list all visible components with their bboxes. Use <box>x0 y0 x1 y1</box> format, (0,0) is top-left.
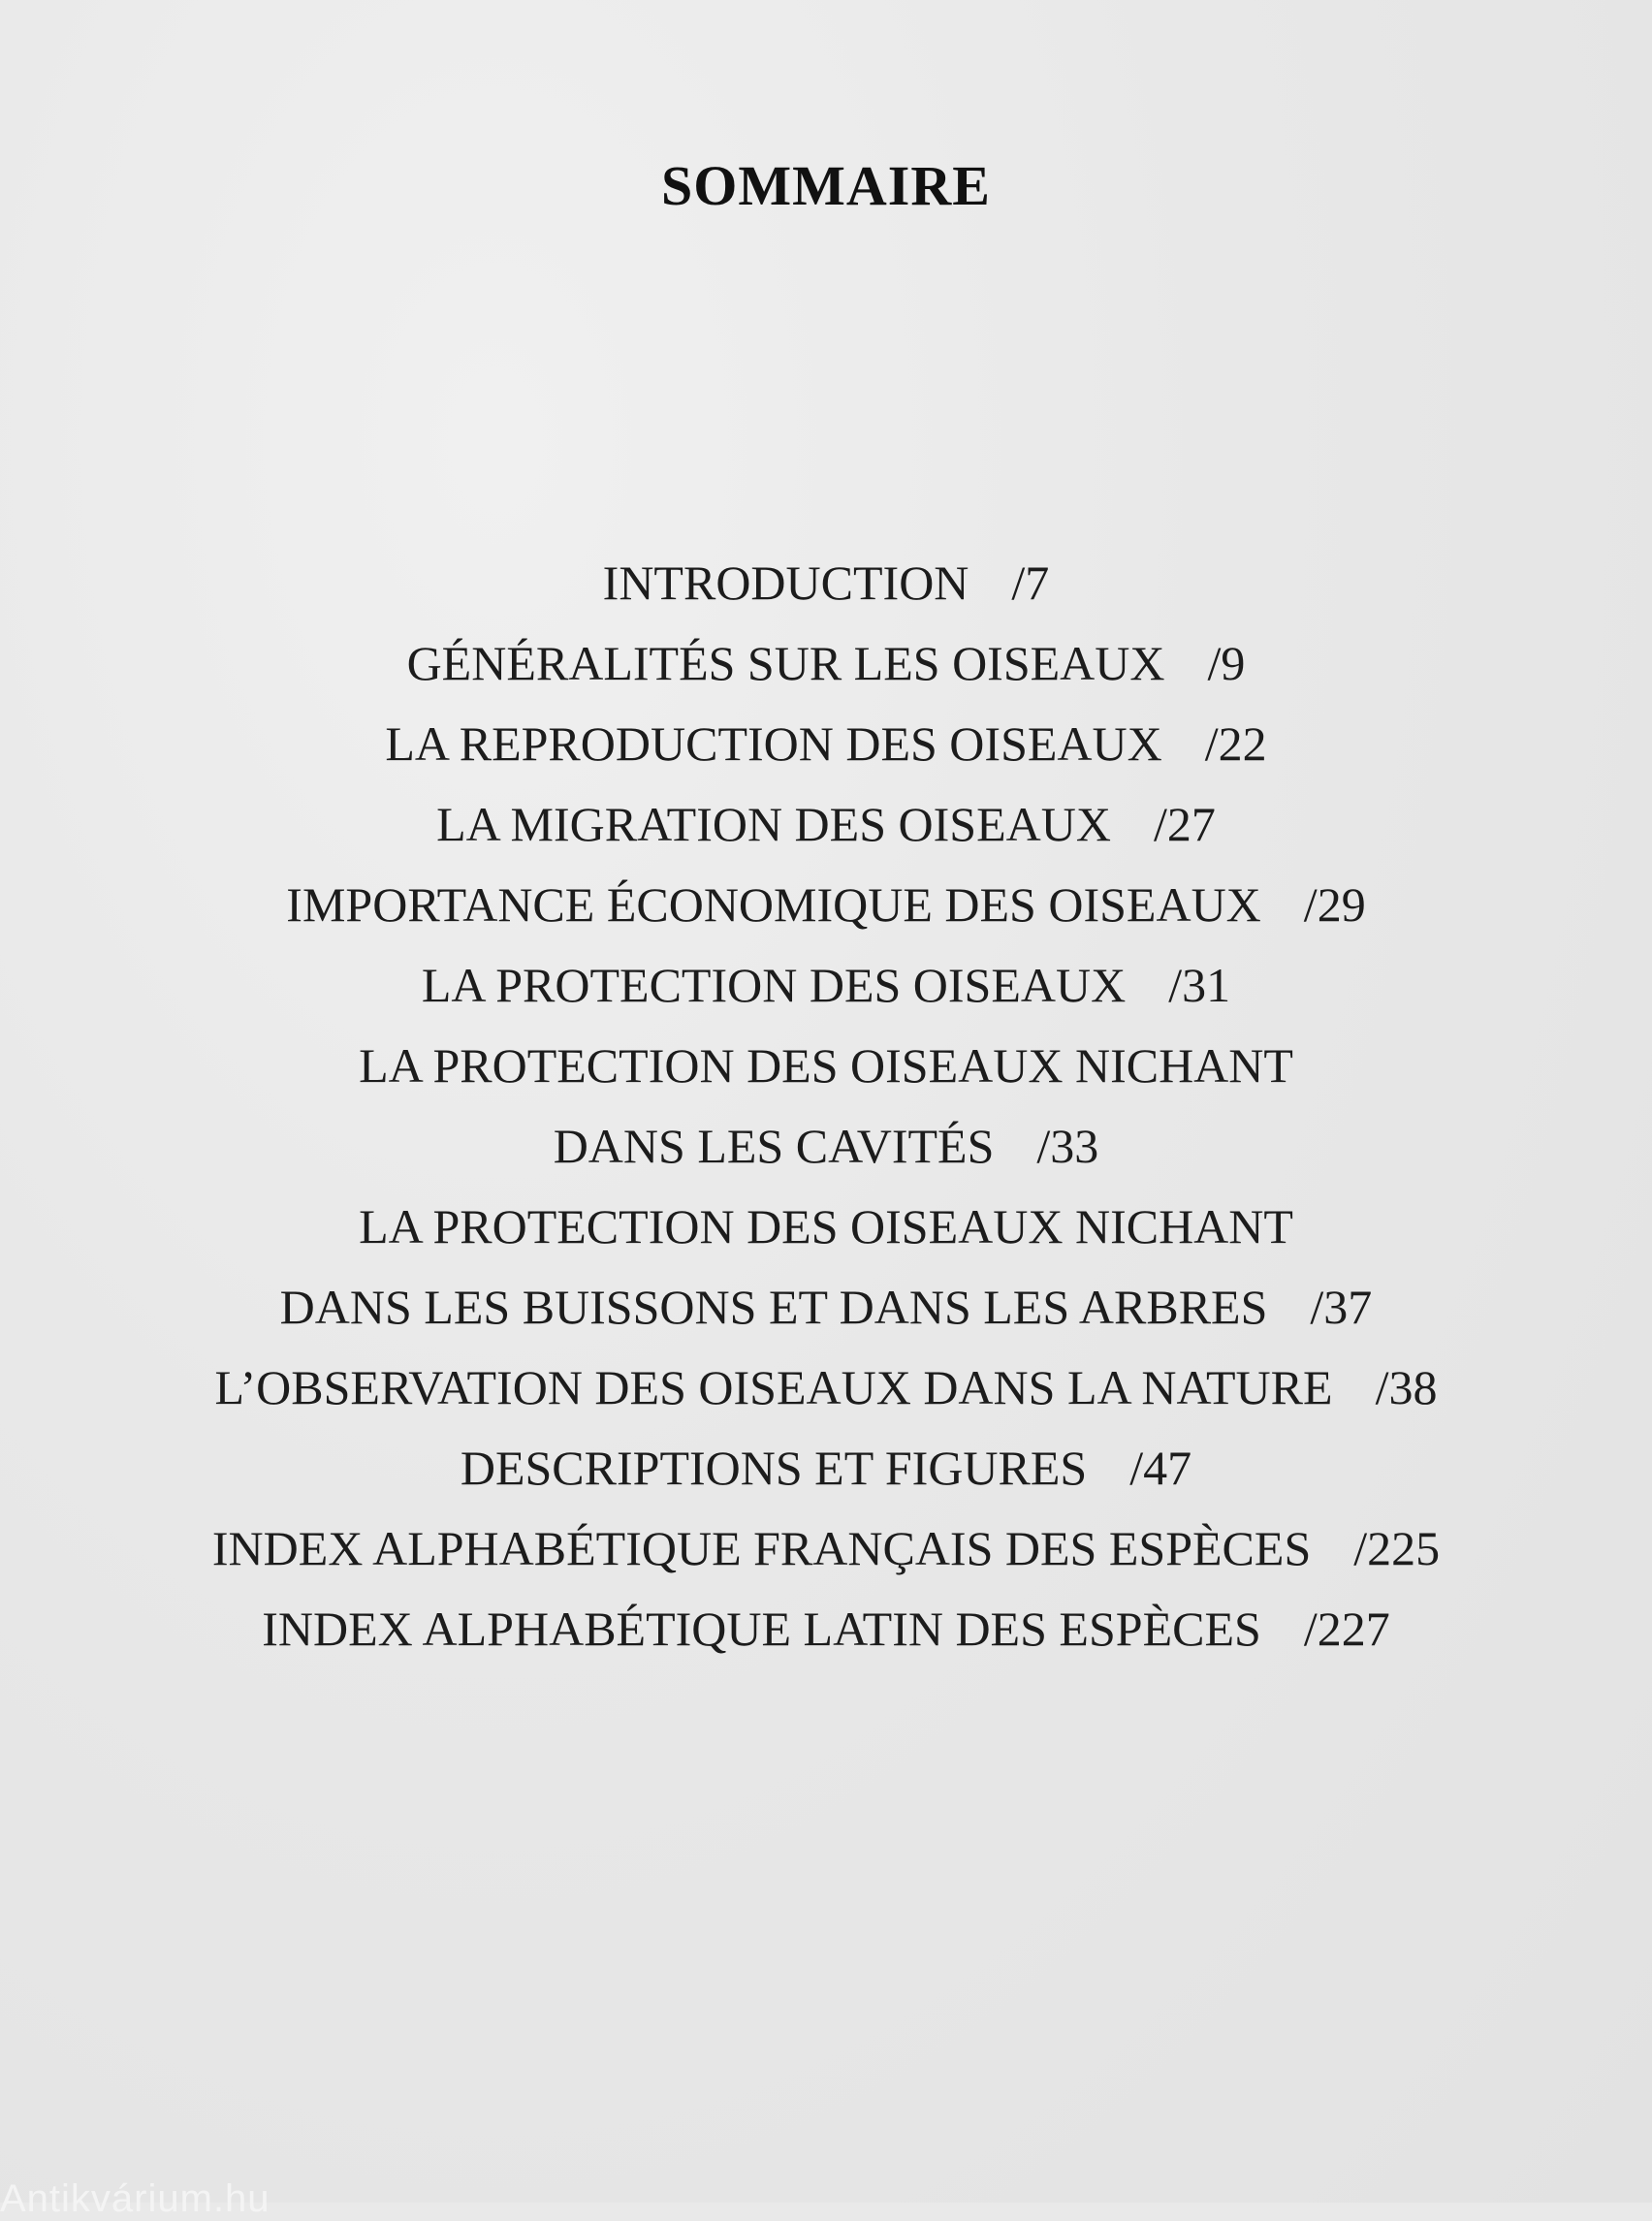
toc-entry-generalites <box>0 623 1652 704</box>
toc-entry-descriptions <box>0 1428 1652 1508</box>
table-of-contents <box>0 543 1652 1669</box>
toc-entry-page: /225 <box>1353 1521 1441 1575</box>
toc-entry-page: /22 <box>1204 716 1267 771</box>
toc-entry-protection-cavites-line2 <box>0 1106 1652 1187</box>
toc-entry-title: INDEX ALPHABÉTIQUE FRANÇAIS DES ESPÈCES <box>211 1521 1312 1575</box>
toc-entry-title: LA MIGRATION DES OISEAUX <box>436 797 1111 851</box>
toc-entry-title: GÉNÉRALITÉS SUR LES OISEAUX <box>406 636 1165 690</box>
toc-entry-importance <box>0 865 1652 945</box>
toc-entry-title: LA REPRODUCTION DES OISEAUX <box>385 716 1162 771</box>
toc-entry-title: IMPORTANCE ÉCONOMIQUE DES OISEAUX <box>286 877 1261 932</box>
toc-entry-index-francais <box>0 1508 1652 1589</box>
toc-entry-page: /31 <box>1168 958 1231 1012</box>
watermark: Antikvárium.hu <box>0 2177 270 2220</box>
toc-entry-reproduction <box>0 704 1652 784</box>
toc-entry-migration <box>0 784 1652 865</box>
toc-entry-page: /227 <box>1303 1602 1390 1656</box>
toc-entry-page: /47 <box>1129 1441 1192 1495</box>
toc-entry-observation <box>0 1348 1652 1428</box>
page-title: SOMMAIRE <box>661 154 991 217</box>
toc-entry-page: /7 <box>1011 555 1050 610</box>
toc-entry-introduction <box>0 543 1652 623</box>
toc-entry-title: LA PROTECTION DES OISEAUX NICHANT <box>359 1038 1293 1093</box>
toc-entry-page: /38 <box>1375 1360 1438 1414</box>
toc-entry-title: L’OBSERVATION DES OISEAUX DANS LA NATURE <box>214 1360 1333 1414</box>
toc-entry-protection-cavites-line1 <box>0 1026 1652 1106</box>
toc-entry-page: /9 <box>1207 636 1246 690</box>
toc-entry-page: /37 <box>1310 1280 1373 1334</box>
toc-entry-title: DESCRIPTIONS ET FIGURES <box>460 1441 1088 1495</box>
toc-entry-title: LA PROTECTION DES OISEAUX NICHANT <box>359 1199 1293 1253</box>
toc-entry-protection-arbres-line1 <box>0 1187 1652 1267</box>
toc-entry-title: LA PROTECTION DES OISEAUX <box>421 958 1127 1012</box>
toc-entry-page: /27 <box>1153 797 1216 851</box>
toc-entry-index-latin <box>0 1589 1652 1669</box>
toc-entry-protection <box>0 945 1652 1026</box>
toc-entry-title: INDEX ALPHABÉTIQUE LATIN DES ESPÈCES <box>262 1602 1261 1656</box>
toc-entry-title: INTRODUCTION <box>602 555 969 610</box>
toc-entry-protection-arbres-line2 <box>0 1267 1652 1348</box>
toc-entry-title: DANS LES BUISSONS ET DANS LES ARBRES <box>279 1280 1268 1334</box>
toc-entry-page: /29 <box>1303 877 1366 932</box>
toc-entry-title: DANS LES CAVITÉS <box>553 1119 995 1173</box>
toc-entry-page: /33 <box>1036 1119 1099 1173</box>
